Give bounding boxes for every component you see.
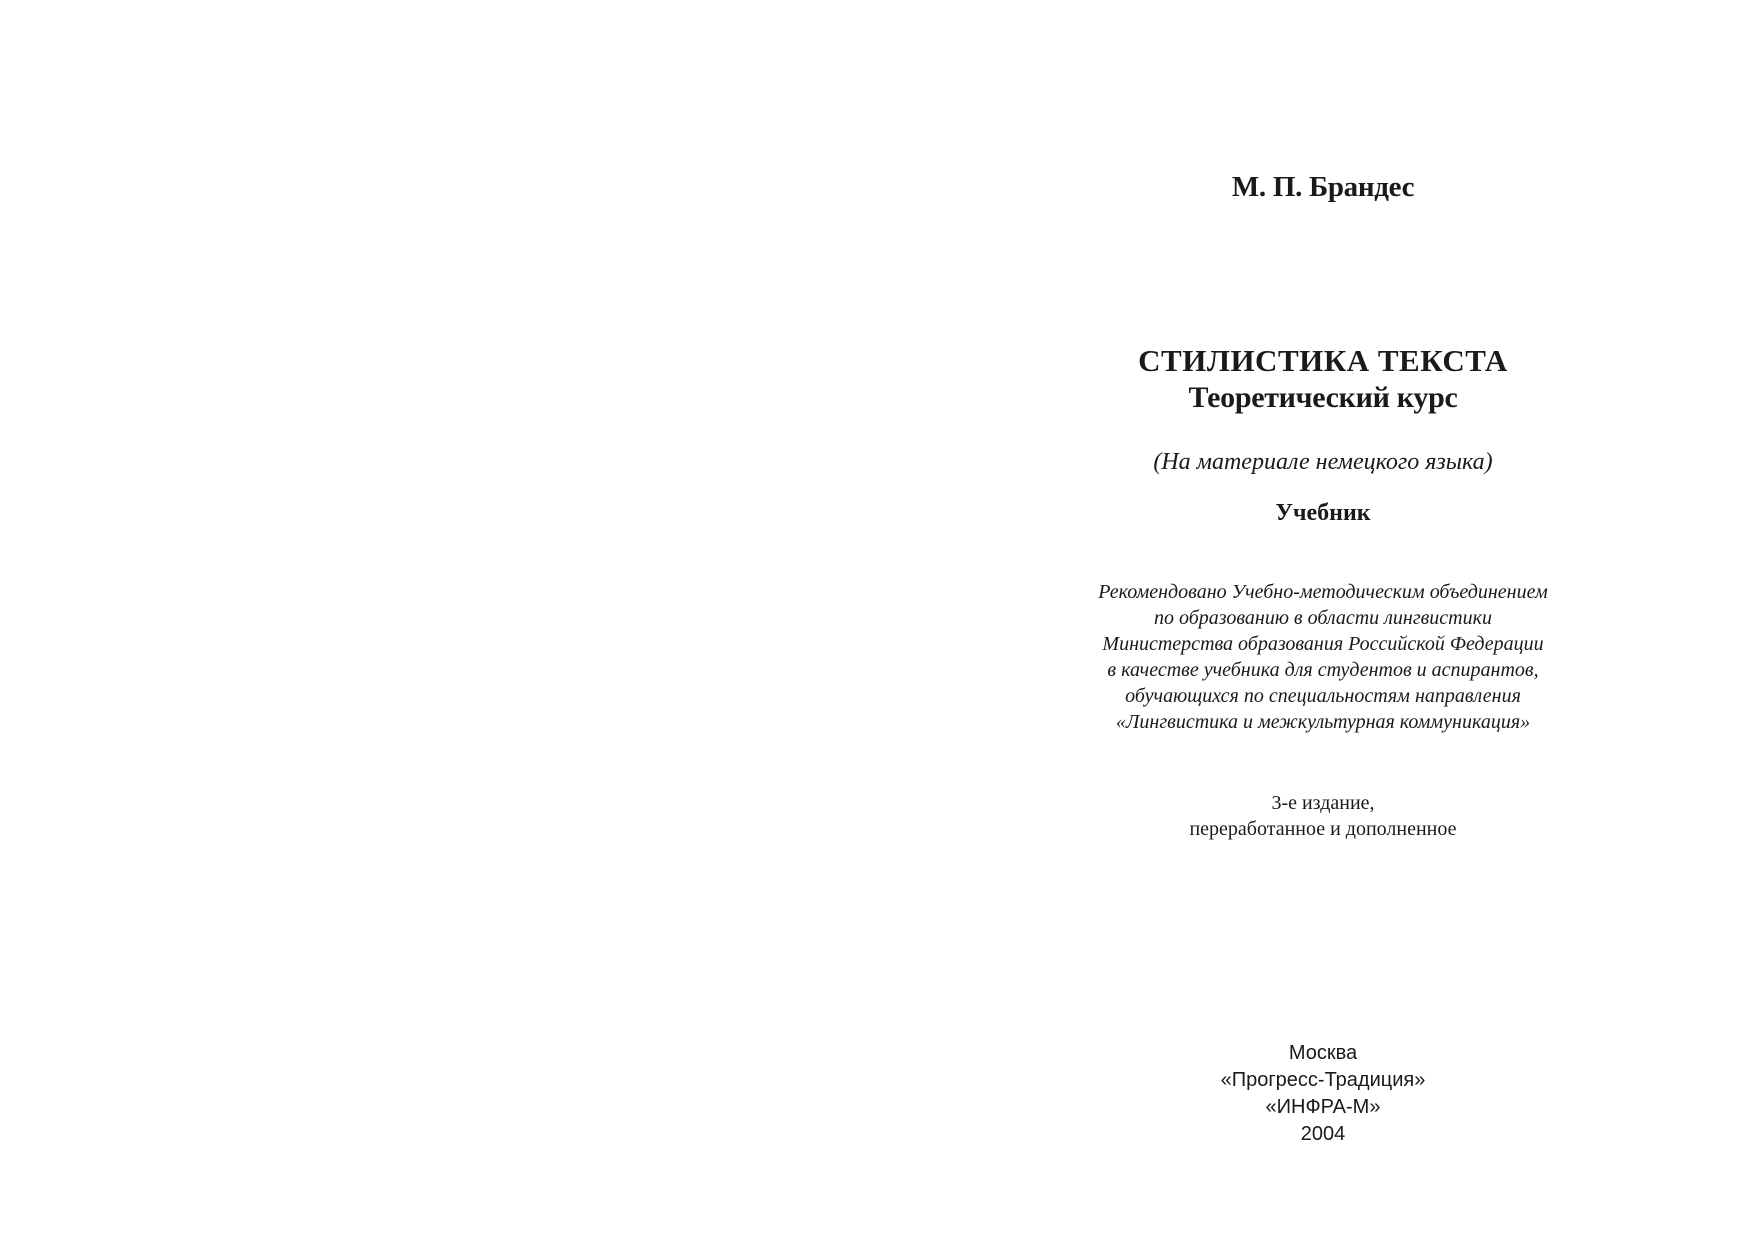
- book-title: СТИЛИСТИКА ТЕКСТА: [1138, 343, 1508, 378]
- recommendation-line: Рекомендовано Учебно-методическим объединением: [1098, 581, 1548, 603]
- recommendation-line: обучающихся по специальностям направления: [1125, 685, 1521, 707]
- title-page: [877, 0, 1755, 1240]
- publisher-info: [884, 1040, 1755, 1148]
- book-subtitle: Теоретический курс: [1188, 381, 1458, 414]
- recommendation-line: по образованию в области лингвистики: [1154, 607, 1492, 629]
- recommendation-line: «Лингвистика и межкультурная коммуникация»: [1115, 711, 1531, 733]
- material-note: (На материале немецкого языка): [1153, 449, 1493, 475]
- recommendation-text: [884, 579, 1755, 735]
- blank-left-page: [0, 0, 877, 1240]
- edition-line: переработанное и дополненное: [1189, 818, 1457, 840]
- edition-line: 3-е издание,: [1271, 792, 1375, 814]
- recommendation-line: в качестве учебника для студентов и аспирантов,: [1107, 659, 1539, 681]
- publication-year: 2004: [1300, 1123, 1346, 1145]
- book-genre: Учебник: [1275, 500, 1371, 526]
- edition-info: [884, 790, 1755, 842]
- publisher-name: «ИНФРА-М»: [1265, 1096, 1381, 1118]
- author-name: М. П. Брандес: [1231, 171, 1415, 203]
- publisher-city: Москва: [1288, 1042, 1358, 1064]
- recommendation-line: Министерства образования Российской Федерации: [1102, 633, 1544, 655]
- publisher-name: «Прогресс-Традиция»: [1220, 1069, 1426, 1091]
